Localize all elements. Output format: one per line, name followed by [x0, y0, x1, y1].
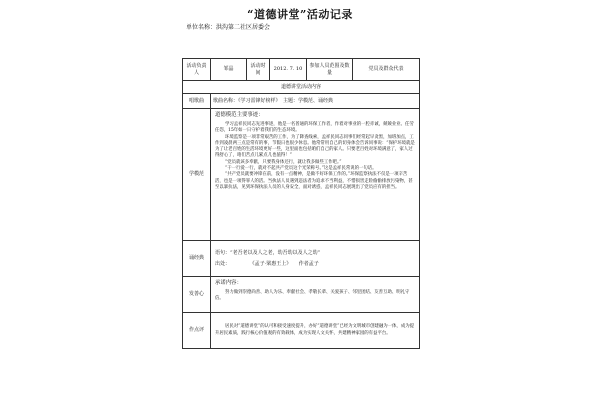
recite-source-label: 语句： [215, 249, 231, 256]
pledge-text: 努力做到崇德尚善、助人为乐、奉献社会、孝敬长辈、关爱孩子、邻里团结、友善互助、明礼守信。 [215, 290, 410, 302]
pledge-row [183, 277, 420, 313]
recite-row [183, 241, 420, 277]
recite-source: 《孟子·梁惠王上》 [249, 260, 292, 267]
time-label: 活动时间 [247, 59, 270, 81]
learn-paragraph: “共产党员就要冲锋在前，没有一点精神，是做不好环保工作的。”环保监察执法不仅是一项辛苦活，也是一项得罪人的活。当执法人员遇到违法者为追求不当利益，不惜损害走险偷偷排放污染物，甚至以暴抗法，见到环保执法人员的人身安全，面对诱惑，孟祥民同志展现出了党员应有的担当。 [215, 172, 413, 190]
page-title: “道德讲堂”活动记录 [247, 8, 353, 21]
song-row [183, 94, 420, 109]
activity-record-table [182, 58, 420, 349]
comment-content [211, 313, 420, 349]
learn-subheading: 道德模范主要事迹： [215, 112, 264, 118]
comment-label: 作点评 [183, 313, 211, 349]
song-text: 歌曲名称：《学习雷锋好榜样》 主题：学模范、诵经典 [211, 94, 420, 109]
song-label: 唱歌曲 [183, 94, 211, 109]
participants-label: 参加人员范围及数量 [307, 59, 353, 81]
section-heading-row [183, 81, 420, 94]
comment-row [183, 313, 420, 349]
leader-value: 邹晶 [211, 59, 247, 81]
learn-paragraph: 环境监察是一项非常艰苦的工作，为了降查线索，孟祥民同志同事们经常起早贪黑，加班加点，工作到凌晨两三点是常有的事，节假日也很少休息。他常常用自己的切身体会告诉同事说：“保护环境就是为了让老百姓的生活环境更好一些，这里面也包括咱们自己的家人。只要老百姓对环境满意了，家人过得舒心了，咱们苦点儿累点儿也值得！” [215, 134, 415, 159]
learn-label: 学模范 [183, 109, 211, 241]
recite-quote: “老吾老以及人之老，幼吾幼以及人之幼” [230, 249, 321, 256]
comment-text: 居民对“道德讲堂”的认可和接受速度提升，办好“道德讲堂”已经为文明城市创建融为一体，成为提升居民素质，践行核心价值观的有效载体，成为实现人文关怀，共建精神家园的有益平台。 [215, 324, 414, 336]
learn-content [211, 109, 420, 241]
pledge-subheading: 承诺内容： [215, 280, 242, 286]
learn-paragraph: “党员就该多奉献，只要我身体还行，就让我多做些工作吧。” [225, 159, 342, 165]
unit-name: 单位名称：洪沟第二社区居委会 [186, 24, 271, 31]
pledge-content [211, 277, 420, 313]
recite-content [211, 241, 420, 277]
learn-paragraph: “干一行爱一行，就对不起共产党员这个光荣称号。”这是孟祥民常说的一句话。 [225, 166, 377, 172]
learn-row [183, 109, 420, 241]
section-heading: 道德讲堂活动内容 [183, 81, 420, 94]
header-row [183, 59, 420, 81]
participants-value: 党员及群众代表 [353, 59, 420, 81]
leader-label: 活动负责人 [183, 59, 211, 81]
pledge-label: 发善心 [183, 277, 211, 313]
learn-paragraph: 学习孟祥民同志先进事迹，他是一名普通的环保工作者，作着对事业的一腔赤诚，兢兢业业、任劳任怨，15年如一日守护着我们的生态环境。 [215, 122, 414, 134]
recite-label: 诵经典 [183, 241, 211, 277]
time-value: 2012. 7. 10 [270, 59, 307, 81]
recite-author: 作者孟子 [298, 260, 319, 267]
recite-source-prefix: 出处： [215, 260, 231, 267]
